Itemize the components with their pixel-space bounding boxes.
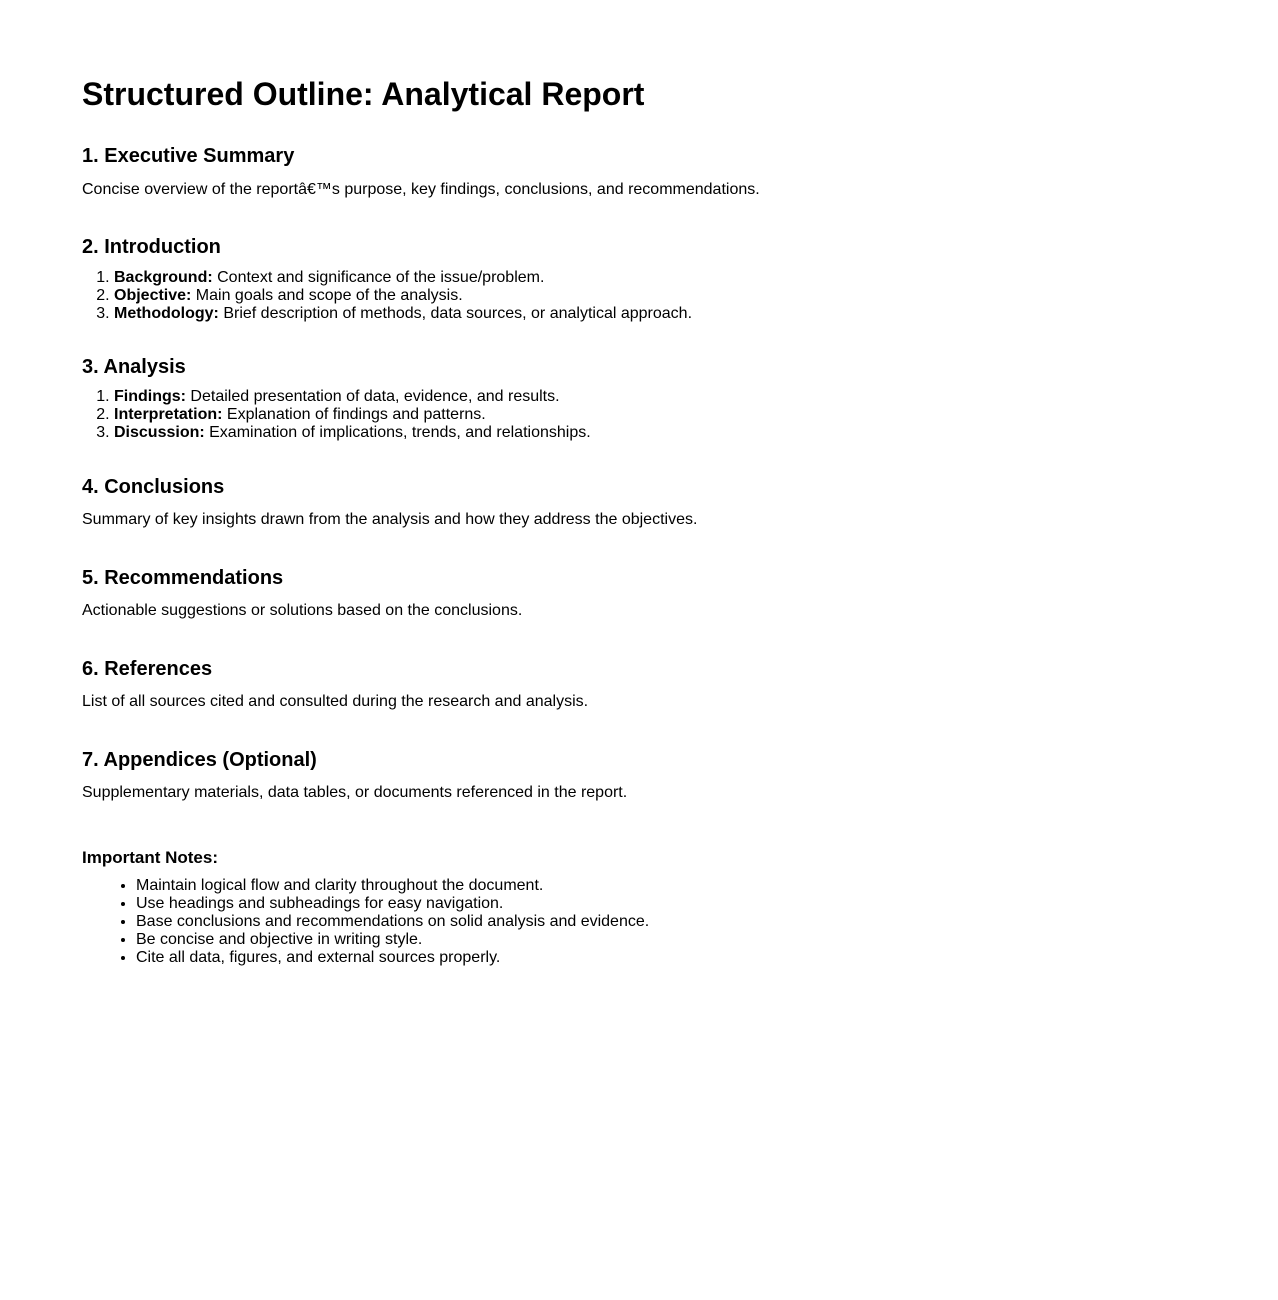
- notes-title: Important Notes:: [82, 848, 218, 867]
- important-notes: [82, 848, 649, 967]
- section-executive-summary: [82, 144, 760, 200]
- item-label: Objective:: [114, 287, 192, 304]
- section-heading: 4. Conclusions: [82, 476, 225, 498]
- section-heading: 2. Introduction: [82, 236, 221, 258]
- notes-list: [82, 877, 649, 967]
- section-recommendations: [82, 566, 522, 621]
- analysis-list: [82, 388, 591, 442]
- section-analysis: [82, 355, 591, 442]
- section-appendices: [82, 748, 627, 803]
- list-item: • Be concise and objective in writing style.: [136, 931, 649, 949]
- item-label: Methodology:: [114, 305, 219, 322]
- item-text: Brief description of methods, data sources, or analytical approach.: [218, 305, 693, 322]
- list-item: • Base conclusions and recommendations on solid analysis and evidence.: [136, 913, 649, 931]
- item-text: Examination of implications, trends, and relationships.: [204, 424, 591, 441]
- section-text: Summary of key insights drawn from the analysis and how they address the objectives.: [82, 511, 698, 528]
- item-label: Interpretation:: [114, 406, 223, 423]
- section-text: Actionable suggestions or solutions based on the conclusions.: [82, 602, 523, 619]
- item-label: Findings:: [114, 388, 186, 405]
- item-label: Discussion:: [114, 424, 205, 441]
- list-item: [114, 388, 591, 406]
- section-text: List of all sources cited and consulted during the research and analysis.: [82, 693, 589, 710]
- list-item: [114, 269, 692, 287]
- section-heading: 6. References: [82, 658, 213, 680]
- item-text: Main goals and scope of the analysis.: [191, 287, 463, 304]
- item-text: Context and significance of the issue/problem.: [212, 269, 545, 286]
- section-heading: 3. Analysis: [82, 356, 186, 378]
- item-text: Detailed presentation of data, evidence, and results.: [185, 388, 560, 405]
- list-item: [114, 305, 692, 323]
- section-references: [82, 657, 588, 712]
- item-text: Explanation of findings and patterns.: [222, 406, 486, 423]
- section-introduction: [82, 235, 692, 323]
- list-item: [114, 406, 591, 424]
- section-heading: 7. Appendices (Optional): [82, 749, 317, 771]
- section-heading: 1. Executive Summary: [82, 145, 295, 167]
- list-item: [114, 287, 692, 305]
- list-item: • Cite all data, figures, and external sources properly.: [136, 949, 649, 967]
- list-item: • Use headings and subheadings for easy navigation.: [136, 895, 649, 913]
- introduction-list: [82, 269, 692, 323]
- page-title: Structured Outline: Analytical Report: [82, 76, 645, 112]
- list-item: • Maintain logical flow and clarity throughout the document.: [136, 877, 649, 895]
- section-text: Supplementary materials, data tables, or documents referenced in the report.: [82, 784, 628, 801]
- section-heading: 5. Recommendations: [82, 567, 284, 589]
- section-text: Concise overview of the reportâ€™s purpose, key findings, conclusions, and recommendations.: [82, 181, 760, 198]
- item-label: Background:: [114, 269, 213, 286]
- section-conclusions: [82, 475, 697, 530]
- list-item: [114, 424, 591, 442]
